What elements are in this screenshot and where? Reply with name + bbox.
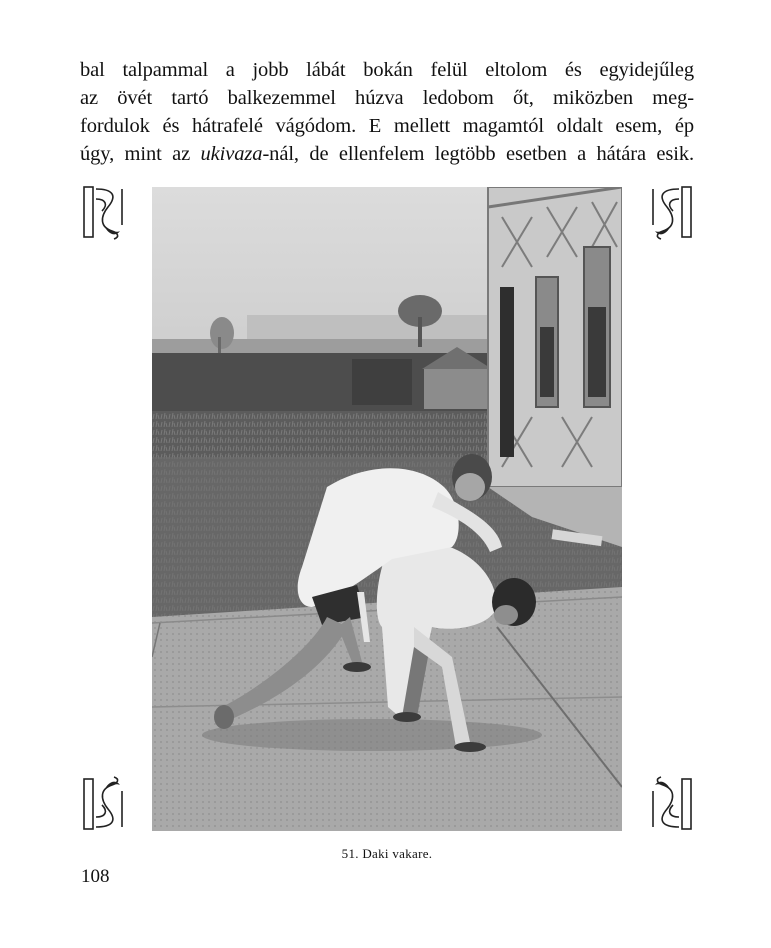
line-4-suffix: -nál, de ellenfelem legtöbb esetben a hátára esik. <box>262 143 695 165</box>
page-number: 108 <box>81 866 110 887</box>
ornament-bottom-right-icon <box>651 775 693 831</box>
paragraph-line-2: az övét tartó balkezemmel húzva ledobom őt, miközben meg- <box>80 87 694 109</box>
paragraph-line-4 <box>80 140 694 168</box>
body-paragraph <box>80 56 694 168</box>
line-4-prefix: úgy, mint az <box>80 143 201 165</box>
ornament-top-left-icon <box>82 185 124 241</box>
photograph-judo-throw <box>152 187 622 831</box>
ornament-top-right-icon <box>651 185 693 241</box>
figure-caption: 51. Daki vakare. <box>341 846 433 861</box>
italic-term: ukivaza <box>200 143 263 165</box>
paragraph-line-1: bal talpammal a jobb lábát bokán felül eltolom és egyidejűleg <box>80 59 694 81</box>
ornament-bottom-left-icon <box>82 775 124 831</box>
paragraph-line-3: fordulok és hátrafelé vágódom. E mellett magamtól oldalt esem, ép <box>80 115 694 137</box>
photo-illustration <box>152 187 622 831</box>
